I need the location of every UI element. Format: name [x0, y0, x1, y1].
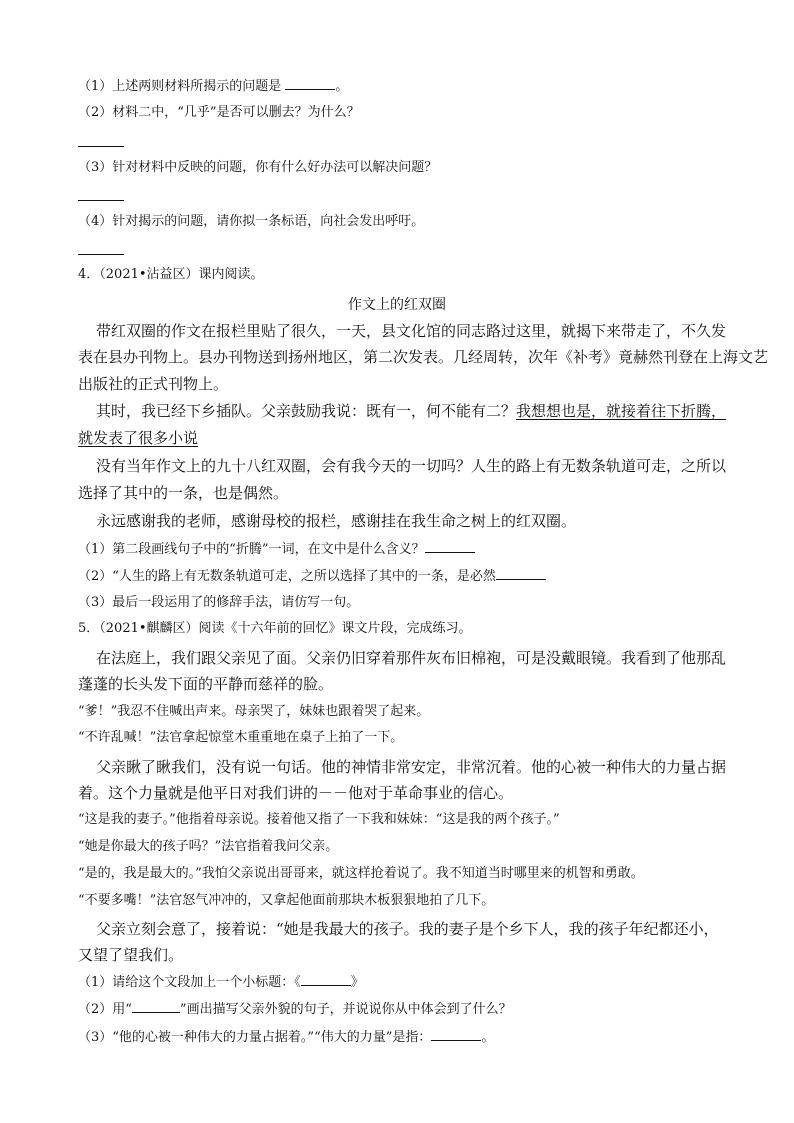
- q5-dialog4: “她是你最大的孩子吗？”法官指着我问父亲。: [78, 839, 339, 854]
- q5-sub2: [78, 1000, 512, 1019]
- answer-blank[interactable]: [132, 1000, 180, 1013]
- answer-blank[interactable]: [431, 1028, 481, 1041]
- q5-sub1-end: 》: [350, 975, 364, 990]
- q5-dialog3: “这是我的妻子。”他指着母亲说。接着他又指了一下我和妹妹：“这是我的两个孩子。”: [78, 812, 560, 827]
- q4-para3-line2: 选择了其中的一条，也是偶然。: [78, 484, 289, 502]
- underlined-sentence-end: 就发表了很多小说: [78, 429, 199, 447]
- q5-sub3-text: （3）“他的心被一种伟大的力量占据着。”“伟大的力量”是指：: [78, 1030, 432, 1045]
- q5-sub2-text: （2）用“: [78, 1002, 132, 1017]
- q4-sub2-text: （2）“人生的路上有无数条轨道可走，之所以选择了其中的一条，是必然: [78, 569, 496, 584]
- q5-para2-line1: 父亲瞅了瞅我们，没有说一句话。他的神情非常安定，非常沉着。他的心被一种伟大的力量占据: [96, 758, 727, 776]
- answer-blank[interactable]: [425, 540, 475, 553]
- q5-dialog2: “不许乱喊！”法官拿起惊堂木重重地在桌子上拍了一下。: [78, 730, 404, 745]
- q4-para4: 永远感谢我的老师，感谢母校的报栏，感谢挂在我生命之树上的红双圈。: [96, 512, 577, 530]
- answer-line[interactable]: [78, 254, 124, 255]
- q5-sub3: [78, 1028, 494, 1047]
- q5-sub1-text: （1）请给这个文段加上一个小标题：《: [78, 975, 301, 990]
- q4-para2-line1: [96, 400, 726, 422]
- q4-sub1: [78, 540, 475, 559]
- q4-para2-line2: [78, 427, 198, 449]
- q5-para2-line2: 着。这个力量就是他平日对我们讲的－－他对于革命事业的信心。: [78, 784, 514, 802]
- answer-line[interactable]: [78, 200, 124, 201]
- q5-para3-line1: 父亲立刻会意了，接着说：“她是我最大的孩子。我的妻子是个乡下人，我的孩子年纪都还小，: [96, 920, 719, 938]
- q5-para1-line1: 在法庭上，我们跟父亲见了面。父亲仍旧穿着那件灰布旧棉袍，可是没戴眼镜。我看到了他那乱: [96, 649, 727, 667]
- q5-sub3-end: 。: [481, 1030, 495, 1045]
- q4-sub2: [78, 567, 546, 586]
- q5-dialog6: “不要多嘴！”法官怒气冲冲的，又拿起他面前那块木板狠狠地拍了几下。: [78, 893, 495, 908]
- q5-header: 5．（2021•麒麟区）阅读《十六年前的回忆》课文片段，完成练习。: [78, 621, 472, 636]
- q3-part4: （4）针对揭示的问题，请你拟一条标语，向社会发出呼吁。: [78, 214, 425, 229]
- q3-part2: （2）材料二中，“几乎”是否可以删去？为什么？: [78, 105, 360, 120]
- q4-header: 4．（2021•沾益区）课内阅读。: [78, 267, 264, 282]
- answer-blank[interactable]: [301, 973, 351, 986]
- q5-para1-line2: 蓬蓬的长头发下面的平静而慈祥的脸。: [78, 675, 334, 693]
- q4-sub3: （3）最后一段运用了的修辞手法，请仿写一句。: [78, 595, 360, 610]
- answer-line[interactable]: [78, 146, 124, 147]
- q4-para3-line1: 没有当年作文上的九十八红双圈，会有我今天的一切吗？人生的路上有无数条轨道可走，之所以: [96, 457, 727, 475]
- q4-para2-text: 其时，我已经下乡插队。父亲鼓励我说：既有一，何不能有二？: [96, 402, 517, 420]
- q5-sub2-end: ”画出描写父亲外貌的句子，并说说你从中体会到了什么？: [179, 1002, 512, 1017]
- q4-para1-line3: 出版社的正式刊物上。: [78, 375, 229, 393]
- underlined-sentence: 我想想也是，就接着往下折腾，: [516, 402, 727, 420]
- q4-para1-line2: 表在县办刊物上。县办刊物送到扬州地区，第二次发表。几经周转，次年《补考》竟赫然刊登在上海文艺: [78, 348, 769, 366]
- q3-part3: （3）针对材料中反映的问题，你有什么好办法可以解决问题？: [78, 160, 438, 175]
- q5-sub1: [78, 973, 364, 992]
- q3-part1-end: 。: [335, 79, 349, 94]
- answer-blank[interactable]: [285, 77, 335, 90]
- q3-part1: [78, 77, 348, 96]
- q3-part1-text: （1）上述两则材料所揭示的问题是: [78, 79, 286, 94]
- q5-dialog1: “爹！”我忍不住喊出声来。母亲哭了，妹妹也跟着哭了起来。: [78, 704, 430, 719]
- q5-para3-line2: 又望了望我们。: [78, 946, 184, 964]
- q4-sub1-text: （1）第二段画线句子中的“折腾”一词，在文中是什么含义？: [78, 542, 425, 557]
- answer-blank[interactable]: [496, 567, 546, 580]
- passage-title: 作文上的红双圈: [348, 297, 446, 313]
- q5-dialog5: “是的，我是最大的。”我怕父亲说出哥哥来，就这样抢着说了。我不知道当时哪里来的机智和勇敢。: [78, 866, 644, 881]
- q4-para1-line1: 带红双圈的作文在报栏里贴了很久，一天，县文化馆的同志路过这里，就揭下来带走了，不久发: [96, 322, 727, 340]
